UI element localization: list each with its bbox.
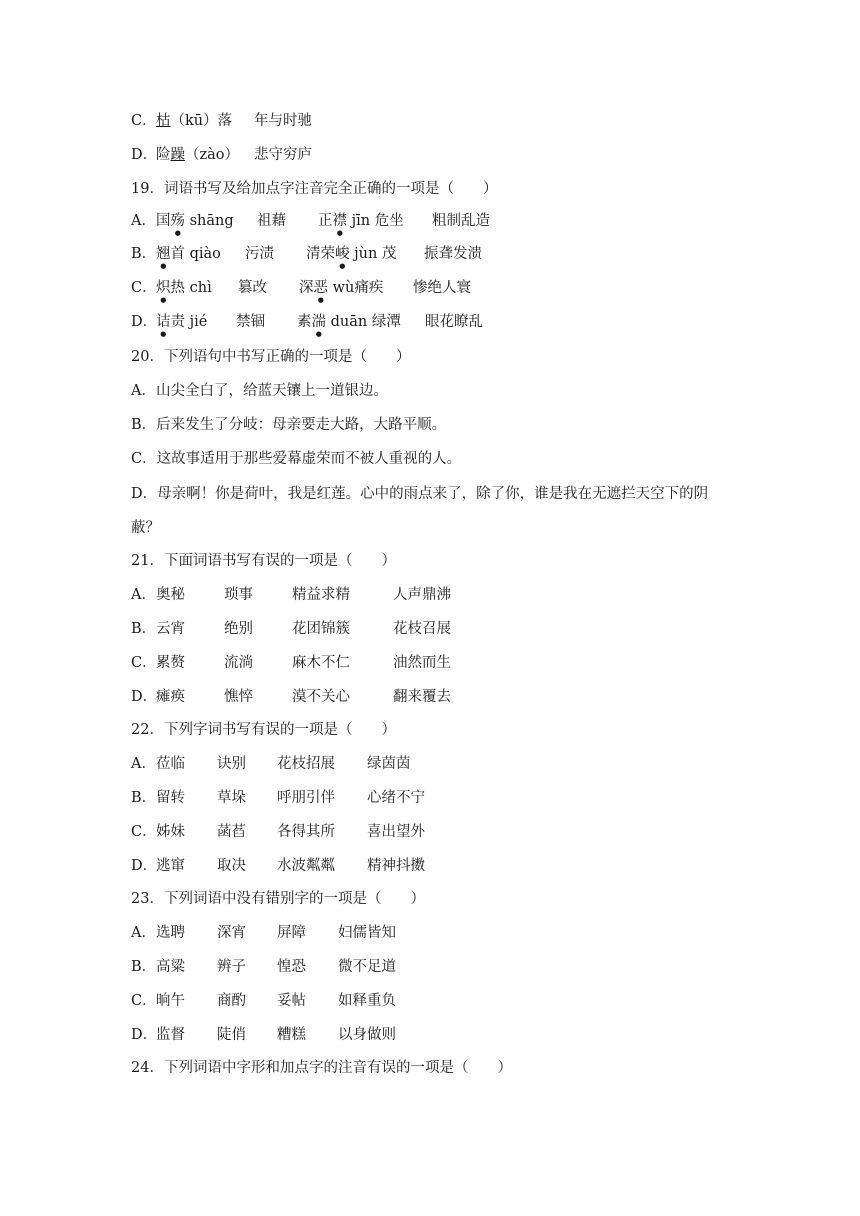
text-run: jùn 茂 [349, 246, 397, 262]
text-run: shāng [185, 213, 234, 229]
text-segment [156, 145, 239, 165]
text-segment: 人声鼎沸 [393, 587, 451, 603]
text-segment: 花枝召展 [393, 621, 451, 637]
text-segment: 高粱 [156, 959, 185, 975]
text-segment: 23．下列词语中没有错别字的一项是（ ） [131, 891, 425, 907]
text-segment: 喜出望外 [367, 824, 425, 840]
text-segment [156, 244, 221, 270]
text-segment: 漠不关心 [292, 689, 350, 705]
dotted-character: 翘 [156, 246, 171, 262]
option-letter: C． [131, 824, 157, 840]
text-run: 清荣 [306, 246, 335, 262]
text-run: jīn 危坐 [347, 213, 404, 229]
text-segment: A．山尖全白了，给蓝天镶上一道银边。 [131, 383, 388, 399]
text-segment: 24．下列词语中字形和加点字的注音有误的一项是（ ） [131, 1060, 512, 1076]
text-segment: 糟糕 [277, 1027, 306, 1043]
option-letter: D． [131, 1027, 158, 1043]
text-segment: 深宵 [217, 925, 246, 941]
text-segment: 屏障 [277, 925, 306, 941]
underlined-character: 枯 [156, 113, 171, 129]
text-segment: 姊妹 [156, 824, 185, 840]
text-segment: 篡改 [238, 280, 267, 296]
dotted-character: 恶 [313, 280, 328, 296]
text-segment: 花枝招展 [277, 756, 335, 772]
text-segment: B．后来发生了分岐：母亲要走大路，大路平顺。 [131, 417, 447, 433]
text-segment: 20．下列语句中书写正确的一项是（ ） [131, 349, 411, 365]
text-segment: 绝别 [224, 621, 253, 637]
text-segment [156, 312, 207, 338]
text-segment: 惨绝人寰 [413, 280, 471, 296]
text-segment: C．这故事适用于那些爱幕虚荣而不被人重视的人。 [131, 451, 462, 467]
option-letter: D． [131, 858, 158, 874]
text-segment: 祖藉 [257, 213, 286, 229]
option-letter: A． [131, 756, 156, 772]
text-segment: 振聋发溃 [424, 246, 482, 262]
text-segment [306, 244, 396, 270]
text-segment: 禁锢 [236, 314, 265, 330]
text-segment: 粗制乱造 [432, 213, 490, 229]
text-segment: 莅临 [156, 756, 185, 772]
text-run: 正 [318, 213, 333, 229]
option-letter: D． [131, 314, 158, 330]
text-segment: 悲守穷庐 [254, 147, 312, 163]
text-run: 首 qiào [170, 246, 221, 262]
text-segment: 奥秘 [156, 587, 185, 603]
text-run: 热 chì [170, 280, 212, 296]
text-segment: 商酌 [217, 993, 246, 1009]
dotted-character: 襟 [332, 213, 347, 229]
option-letter: A． [131, 925, 156, 941]
text-run: 国 [156, 213, 171, 229]
text-segment: 云宵 [156, 621, 185, 637]
text-segment: 眼花瞭乱 [425, 314, 483, 330]
text-segment [156, 111, 232, 131]
option-letter: C． [131, 993, 157, 1009]
text-segment: 年与时驰 [254, 113, 312, 129]
text-segment: 菡萏 [217, 824, 246, 840]
text-run: 责 jié [170, 314, 208, 330]
text-segment: 陡俏 [217, 1027, 246, 1043]
text-run: wù痛疾 [328, 280, 384, 296]
text-segment: 妇儒皆知 [338, 925, 396, 941]
text-segment: 污渍 [245, 246, 274, 262]
text-segment [156, 211, 234, 237]
underlined-character: 躁 [170, 147, 185, 163]
text-segment: 花团锦簇 [292, 621, 350, 637]
text-segment: 精神抖擞 [367, 858, 425, 874]
option-letter: B． [131, 790, 157, 806]
text-segment: 草垛 [217, 790, 246, 806]
text-segment: 如释重负 [338, 993, 396, 1009]
text-segment: 累赘 [156, 655, 185, 671]
text-segment: 琐事 [224, 587, 253, 603]
option-letter: D． [131, 147, 158, 163]
text-segment: 呼朋引伴 [277, 790, 335, 806]
text-segment: 22．下列字词书写有误的一项是（ ） [131, 722, 396, 738]
text-segment: 油然而生 [393, 655, 451, 671]
text-segment: 晌午 [156, 993, 185, 1009]
text-run: （zào） [185, 147, 240, 163]
text-segment: 诀别 [217, 756, 246, 772]
option-letter: B． [131, 959, 157, 975]
text-run: 深 [299, 280, 314, 296]
text-segment [299, 278, 383, 304]
text-segment: 妥帖 [277, 993, 306, 1009]
option-letter: C． [131, 655, 157, 671]
text-run: 素 [297, 314, 312, 330]
option-letter: B． [131, 246, 157, 262]
text-run: duān 绿潭 [326, 314, 401, 330]
option-letter: A． [131, 213, 156, 229]
text-segment: 监督 [156, 1027, 185, 1043]
text-segment: 惶恐 [277, 959, 306, 975]
text-segment: 21．下面词语书写有误的一项是（ ） [131, 553, 396, 569]
text-segment: 19．词语书写及给加点字注音完全正确的一项是（ ） [131, 181, 498, 197]
text-segment: 翻来覆去 [393, 689, 451, 705]
text-run: （kū）落 [170, 113, 233, 129]
text-segment [318, 211, 404, 237]
text-segment: 蔽？ [131, 520, 160, 536]
text-segment: 瘫痪 [156, 689, 185, 705]
text-segment: 微不足道 [338, 959, 396, 975]
text-segment: 精益求精 [292, 587, 350, 603]
text-segment: 留转 [156, 790, 185, 806]
text-segment: D．母亲啊！你是荷叶，我是红莲。心中的雨点来了，除了你，谁是我在无遮拦天空下的阴 [131, 486, 709, 502]
text-segment: 取决 [217, 858, 246, 874]
text-segment: 各得其所 [277, 824, 335, 840]
dotted-character: 峻 [335, 246, 350, 262]
option-letter: C． [131, 280, 157, 296]
text-segment [297, 312, 401, 338]
dotted-character: 湍 [311, 314, 326, 330]
text-segment: 绿茵茵 [367, 756, 411, 772]
text-segment: 以身做则 [338, 1027, 396, 1043]
text-segment [156, 278, 212, 304]
text-segment: 逃窜 [156, 858, 185, 874]
text-segment: 水波粼粼 [277, 858, 335, 874]
text-segment: 麻木不仁 [292, 655, 350, 671]
text-segment: 选聘 [156, 925, 185, 941]
text-segment: 流淌 [224, 655, 253, 671]
text-segment: 辨子 [217, 959, 246, 975]
option-letter: B． [131, 621, 157, 637]
dotted-character: 诘 [156, 314, 171, 330]
text-run: 险 [156, 147, 171, 163]
option-letter: C． [131, 113, 157, 129]
text-segment: 憔悴 [224, 689, 253, 705]
dotted-character: 炽 [156, 280, 171, 296]
dotted-character: 殇 [170, 213, 185, 229]
text-segment: 心绪不宁 [367, 790, 425, 806]
option-letter: D． [131, 689, 158, 705]
option-letter: A． [131, 587, 156, 603]
